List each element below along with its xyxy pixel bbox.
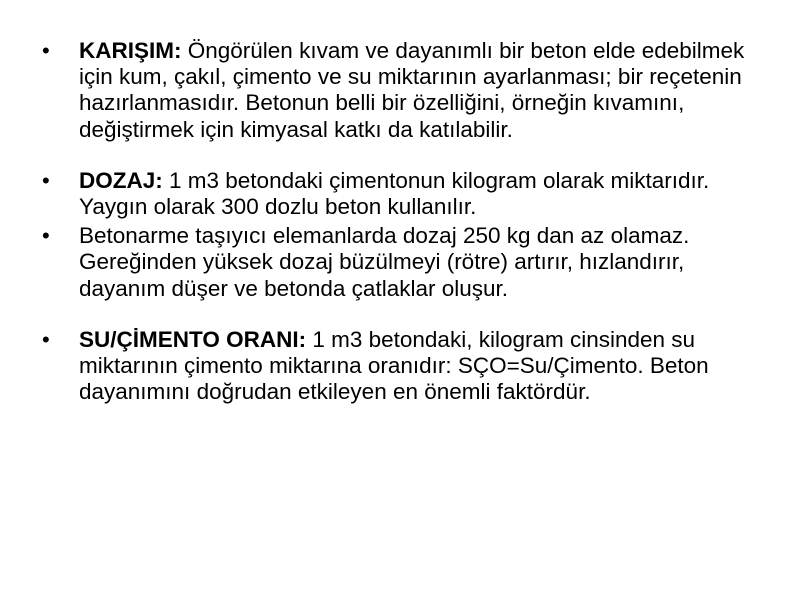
bullet-list xyxy=(42,38,762,405)
bullet-text: 1 m3 betondaki çimentonun kilogram olarak miktarıdır. Yaygın olarak 300 dozlu beton kullanılır. xyxy=(79,167,710,220)
bullet-text: Betonarme taşıyıcı elemanlarda dozaj 250 kg dan az olamaz. Gereğinden yüksek dozaj büzülmeyi (rötre) artırır, hızlandırır, dayanım düşer ve betonda çatlaklar oluşur. xyxy=(79,223,690,301)
bullet-dot-icon: • xyxy=(42,223,50,249)
bullet-term: KARIŞIM: xyxy=(79,38,182,63)
bullet-dot-icon: • xyxy=(42,38,50,63)
bullet-dot-icon: • xyxy=(42,326,50,352)
spacer xyxy=(42,143,762,168)
bullet-dot-icon: • xyxy=(42,167,50,193)
bullet-text: 1 m3 betondaki, kilogram cinsinden su miktarının çimento miktarına oranıdır: SÇO=Su/Çimento. Beton dayanımını doğrudan etkileyen en önemli faktördür. xyxy=(79,326,709,405)
spacer xyxy=(42,302,762,327)
bullet-karisim xyxy=(42,38,762,143)
bullet-term: SU/ÇİMENTO ORANI: xyxy=(79,326,307,352)
bullet-betonarme xyxy=(42,223,762,302)
bullet-su-cimento-orani xyxy=(42,327,762,406)
bullet-dozaj xyxy=(42,168,762,220)
bullet-term: DOZAJ: xyxy=(79,167,163,193)
bullet-text: Öngörülen kıvam ve dayanımlı bir beton elde edebilmek için kum, çakıl, çimento ve su miktarının ayarlanması; bir reçetenin hazırlanmasıdır. Betonun belli bir özelliğini, örneğin kıvamını, değiştirmek için kimyasal katkı da katılabilir. xyxy=(79,38,745,142)
